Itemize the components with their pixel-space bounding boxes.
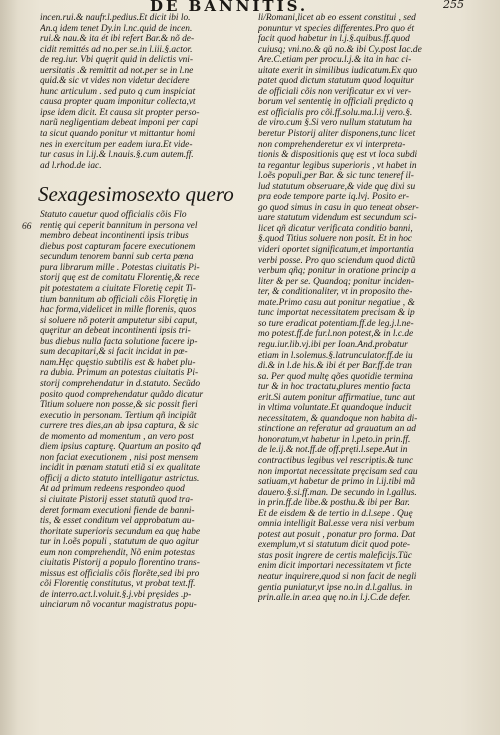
text-line: pra eode tempore parte iq.lvj. Posito er-	[258, 192, 409, 203]
section-heading: Sexagesimosexto quero	[38, 182, 234, 207]
text-line: honoratum,vt habetur in l.peto.in prin.ff.	[258, 434, 411, 445]
text-line: satiuam,vt habetur de primo in l.ij.tibi mã	[258, 477, 416, 488]
text-line: cuiusq; vni.no.& qŭ no.& ibi Cy.post Iac.de	[258, 44, 422, 55]
text-line: go quod simus in casu in quo teneat obser-	[258, 202, 419, 213]
text-line: mate.Primo casu aut ponitur negatiue , &	[258, 297, 415, 308]
text-line: Statuto cauetur quod officialis cõis Flo	[40, 210, 187, 221]
text-line: de officiali cõis non verificatur ex vi ver-	[258, 86, 412, 97]
text-line: §.quod Titius soluere non posit. Et in hoc	[258, 234, 413, 245]
text-line: stinctione an referatur ad grauatum an ad	[258, 424, 416, 435]
text-line: diem ipsius capturę. Quartum an posito qđ	[40, 442, 201, 453]
text-line: mo potest.ff.de fur.l.non potest,& in l.c.de	[258, 329, 414, 340]
text-line: deret formam executioni fiende de banni-	[40, 505, 195, 516]
text-line: At ad primum redeens respondeo quod	[40, 484, 185, 495]
text-line: omnia intelligit Bal.esse vera nisi verbum	[258, 519, 415, 530]
text-line: verbum qñq; ponitur in oratione princip a	[258, 266, 416, 277]
left-column-top-text	[40, 13, 240, 171]
text-line: li/Romani,licet ab eo essent constitui , sed	[258, 13, 416, 23]
text-line: non comprehenderetur ex vi interpreta-	[258, 139, 406, 150]
text-line: An.q idem tenet Dy.in l.nc.quid de incen.	[40, 23, 193, 34]
text-line: executio in personam. Tertium qñ incipiãt	[40, 410, 197, 421]
text-line: tionis & dispositionis quę est vt loca subdi	[258, 150, 418, 161]
text-line: videri oportet significatum,et importantia	[258, 245, 414, 256]
text-line: exemplum,vt si statutum dicit quod pote-	[258, 540, 411, 551]
text-line: so ture eradicat potentiam.ff.de leg.j.l.ne-	[258, 318, 414, 329]
text-line: secundum tenorem banni sub certa pœna	[40, 252, 194, 263]
text-line: sum decapitari,& si facit incidat in pœ-	[40, 347, 188, 358]
text-line: de reg.iur. Vbi quęrit quid in delictis vni-	[40, 55, 194, 66]
text-line: non importat necessitate pręcisam sed cau	[258, 466, 418, 477]
text-line: posito quod comprehendatur quãdo dicatur	[40, 389, 204, 400]
text-line: in prin.ff.de libe.& posthu.& ibi per Bar.	[258, 498, 410, 509]
text-line: prin.alle.in ar.ea quę no.in l.j.C.de defer.	[258, 593, 411, 604]
text-line: hac forma,videlicet in mille florenis, quos	[40, 305, 197, 316]
text-line: ad l.rhod.de iac.	[40, 160, 102, 171]
margin-question-number: 66	[22, 222, 32, 232]
text-line: Titium soluere non posse,& sic possit fieri	[40, 400, 198, 411]
text-line: quęritur an debeat incontinenti ipsis tri-	[40, 326, 191, 337]
text-line: nam.Hęc quęstio subtilis est & habet plu-	[40, 357, 196, 368]
text-line: ciuitatis Pistorij a populo florentino trans-	[40, 558, 200, 569]
text-line: neatur inquirere,quod si non facit de negli	[258, 571, 417, 582]
text-line: ta regantur legibus superioris , vt habet in	[258, 160, 417, 171]
text-line: ipse idem dicit. Et causa sit propter perso-	[40, 107, 200, 118]
text-line: contractibus legibus vel rescriptis.& tunc	[258, 455, 414, 466]
text-line: uitate exerit in similibus iudicatum.Ex quo	[258, 65, 418, 76]
text-line: sa. Per quod multę qões quotidie termina	[258, 371, 413, 382]
text-line: tunc importat necessitatem precisam & ip	[258, 308, 415, 319]
text-line: tur casus in l.ij.& l.nauis.§.cum autem.ff.	[40, 150, 194, 161]
page-gutter-shadow	[0, 0, 18, 735]
text-line: pura librarum mille . Potestas ciuitatis Pi-	[40, 262, 200, 273]
text-line: beretur Pistorij aliter disponens,tunc licet	[258, 129, 416, 140]
text-line: dauero.§.si.ff.man. De secundo in l.gallus.	[258, 487, 417, 498]
text-line: storij quę est de comitatu Florentię,& rece	[40, 273, 200, 284]
text-line: de le.ij.& not.ff.de off.pręti.l.sepe.Aut in	[258, 445, 408, 456]
text-line: di.& in l.de his.& ibi ét per Bar.ff.de tran	[258, 361, 412, 372]
text-line: storij comprehendatur in d.statuto. Secũdo	[40, 378, 201, 389]
right-text-column	[258, 13, 460, 604]
text-line: causa propter quam imponitur collecta,vt	[40, 97, 196, 108]
text-line: licet qñ dicatur verificata conditio banni,	[258, 223, 413, 234]
text-line: est officialis pro cõi.ff.solu.ma.l.ij vero.§.	[258, 107, 413, 118]
text-line: de viro.cum §.Si vero nullum statutum ha	[258, 118, 412, 129]
page-number: 255	[443, 0, 464, 11]
text-line: in vltima voluntate.Et quandoque inducit	[258, 403, 412, 414]
text-line: ter, & conditionaliter, vt in proposito the-	[258, 287, 413, 298]
left-text-column	[40, 13, 240, 611]
text-line: incen.rui.& naufr.l.pedius.Et dicit ibi lo.	[40, 13, 191, 23]
text-line: uersitatis .& remittit ad not.per se in l.ne	[40, 65, 194, 76]
text-line: eum non comprehendit, Nõ enim potestas	[40, 547, 195, 558]
text-line: potest aut posuit , ponatur pro forma. Dat	[258, 529, 416, 540]
text-line: thoritate superioris secundum ea quę habe	[40, 526, 201, 537]
text-line: ponuntur vt species differentes.Pro quo ét	[258, 23, 415, 34]
text-line: officij a dicto statuto intelligatur astrictus.	[40, 473, 200, 484]
text-line: cõi Florentię constitutus, vt probat text.ff.	[40, 579, 196, 590]
text-line: rentię qui ceperit bannitum in persona vel	[40, 220, 198, 231]
text-line: lud statutum obseruare,& vide quę dixi su	[258, 181, 416, 192]
left-column-body-text	[40, 210, 240, 611]
text-line: regu.iur.lib.vj.ibi per Ioan.And.probatur	[258, 339, 408, 350]
text-line: ra dubia. Primum an potestas ciuitatis Pi-	[40, 368, 199, 379]
text-line: l.oẽs populi,per Bar. & sic tunc teneref il-	[258, 171, 414, 182]
text-line: pit potestatem a ciuitate Floretię cepit Ti-	[40, 284, 196, 295]
text-line: tium bannitum ab officiali cõis Florętię in	[40, 294, 198, 305]
text-line: missus est officialis cõis florẽte,sed ibi pro	[40, 568, 200, 579]
text-line: si ciuitate Pistorij esset statutũ quod tra-	[40, 494, 194, 505]
text-line: si soluere nõ poterit amputetur sibi caput,	[40, 315, 198, 326]
text-line: ta sicut quando ponitur vt mittantur homi	[40, 129, 196, 140]
text-line: liter & per se. Quandoq; ponitur inciden-	[258, 276, 414, 287]
text-line: stas posit ingrere de certis maleficijs.Tũc	[258, 550, 412, 561]
text-line: non faciat executionem , nisi post mensem	[40, 452, 199, 463]
text-line: Et de eisdem & de tertio in d.l.sepe . Quę	[258, 508, 413, 519]
text-line: nes in exercitum per eadem iura.Et vide-	[40, 139, 193, 150]
text-line: necessitatem, & quandoque non habita di-	[258, 413, 418, 424]
text-line: quid.& sic vt vides non videtur decidere	[40, 76, 190, 87]
text-line: de interro.act.l.voluit.§.j.vbi pręsides .p-	[40, 589, 192, 600]
text-line: patet quod dictum statutum quod loquitur	[258, 76, 414, 87]
text-line: hunc articulum . sed puto q cum inspiciat	[40, 86, 196, 97]
text-line: de momento ad momentum , an vero post	[40, 431, 194, 442]
text-line: tur & in hoc tractatu,plures mentio facta	[258, 382, 411, 393]
text-line: incidit in pœnam statuti etiã si ex qualitate	[40, 463, 201, 474]
text-line: narũ negligentiam debeat imponi per capi	[40, 118, 199, 129]
text-line: enim dicit importari necessitatem vt ficte	[258, 561, 412, 572]
text-line: currere tres dies,an ab ipsa captura, & sic	[40, 421, 199, 432]
text-line: etiam in l.solemus.§.latrunculator.ff.de iu	[258, 350, 413, 361]
text-line: cidit remittés ad no.per se.in l.iii.§.actor.	[40, 44, 193, 55]
text-line: Are.C.etiam per procu.l.j.& ita in hac ci-	[258, 55, 412, 66]
text-line: uinciarum nõ vocantur magistratus popu-	[40, 600, 197, 611]
text-line: verbi posse. Pro quo sciendum quod dictũ	[258, 255, 416, 266]
text-line: facit quod habetur in l.j.§.quibus.ff.quod	[258, 34, 410, 45]
text-line: tur in l.oẽs populi , statutum de quo agitur	[40, 537, 199, 548]
running-title: DE BANNITIS.	[150, 0, 309, 15]
text-line: uare statutum videndum est secundum sci-	[258, 213, 417, 224]
text-line: membro debeat incontinenti ipsis tribus	[40, 231, 189, 242]
text-line: erit.Si autem ponitur affirmatiue, tunc aut	[258, 392, 416, 403]
text-line: bus diebus nulla facta solutione facere ip-	[40, 336, 198, 347]
text-line: borum vel sententię in officiali prędicto q	[258, 97, 414, 108]
text-line: gentia puniatur,vt ipse no.in d.l.gallus. in	[258, 582, 413, 593]
text-line: rui.& nau.& ita ét ibi refert Bar.& nõ de-	[40, 34, 195, 45]
text-line: tis, & esset conditum vel approbatum au-	[40, 516, 195, 527]
text-line: diebus post capturam facere executionem	[40, 241, 196, 252]
